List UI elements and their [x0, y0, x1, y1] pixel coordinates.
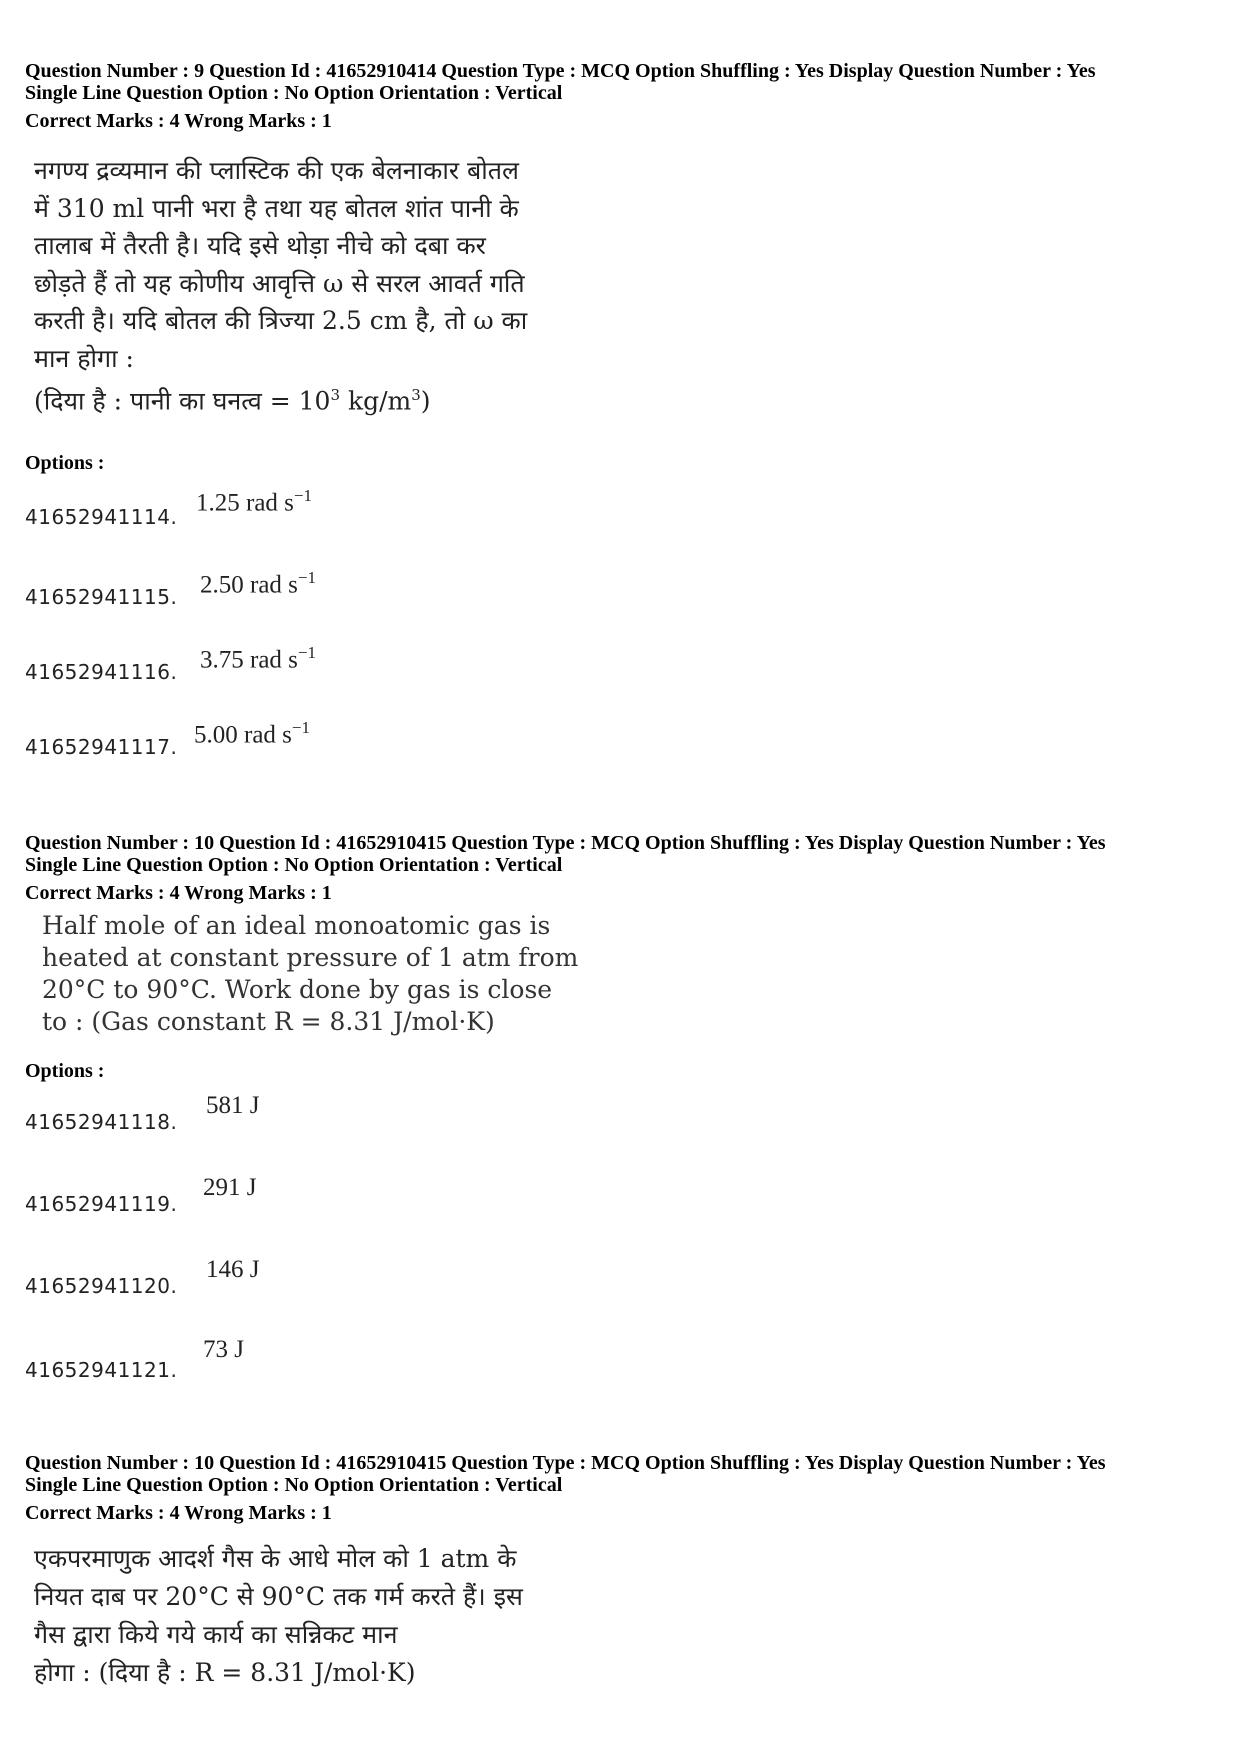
- option-value-text: 5.00 rad s: [194, 721, 292, 749]
- question-10-body-line: 20°C to 90°C. Work done by gas is close: [42, 975, 553, 1004]
- question-9-header-line1: Question Number : 9 Question Id : 41652910414 Question Type : MCQ Option Shuffling : Yes Display Question Number : Yes: [25, 60, 1096, 82]
- option-id: 41652941115.: [25, 585, 178, 609]
- given-suffix: ): [420, 386, 431, 416]
- question-9-body-line: नगण्य द्रव्यमान की प्लास्टिक की एक बेलनाकार बोतल: [34, 156, 519, 185]
- question-9-options-label: Options :: [25, 452, 105, 474]
- question-10-hindi-body-line: होगा : (दिया है : R = 8.31 J/mol·K): [34, 1658, 416, 1687]
- question-9-body-line: छोड़ते हैं तो यह कोणीय आवृत्ति ω से सरल आवर्त गति: [34, 268, 525, 298]
- question-9-body-line: तालाब में तैरती है। यदि इसे थोड़ा नीचे को दबा कर: [34, 231, 486, 260]
- option-id: 41652941120.: [25, 1274, 178, 1298]
- question-10-marks: Correct Marks : 4 Wrong Marks : 1: [25, 882, 332, 904]
- option-value: [196, 486, 312, 517]
- given-exponent: 3: [330, 386, 340, 404]
- given-mid: kg/m: [340, 386, 412, 416]
- question-10-hindi-marks: Correct Marks : 4 Wrong Marks : 1: [25, 1502, 332, 1524]
- option-value-exponent: −1: [291, 718, 310, 737]
- question-10-options-label: Options :: [25, 1060, 105, 1082]
- question-10-hindi-body-line: एकपरमाणुक आदर्श गैस के आधे मोल को 1 atm के: [34, 1544, 517, 1573]
- option-id: 41652941116.: [25, 660, 178, 684]
- question-9-marks: Correct Marks : 4 Wrong Marks : 1: [25, 110, 332, 132]
- option-id: 41652941114.: [25, 505, 178, 529]
- option-value: [200, 568, 316, 599]
- question-10-hindi-header-line1: Question Number : 10 Question Id : 41652910415 Question Type : MCQ Option Shuffling : Yes Display Question Number : Yes: [25, 1452, 1106, 1474]
- question-10-body-line: Half mole of an ideal monoatomic gas is: [42, 911, 551, 940]
- option-value-text: 2.50 rad s: [200, 571, 298, 599]
- given-prefix: (दिया है : पानी का घनत्व = 10: [34, 386, 331, 416]
- option-value: 291 J: [203, 1174, 257, 1201]
- option-value: 581 J: [206, 1092, 260, 1119]
- question-10-hindi-body-line: गैस द्वारा किये गये कार्य का सन्निकट मान: [34, 1620, 398, 1649]
- question-10-hindi-header-line2: Single Line Question Option : No Option Orientation : Vertical: [25, 1474, 563, 1496]
- option-id: 41652941117.: [25, 735, 178, 759]
- question-10-hindi-body-line: नियत दाब पर 20°C से 90°C तक गर्म करते हैं। इस: [34, 1582, 523, 1611]
- question-9-header-line2: Single Line Question Option : No Option Orientation : Vertical: [25, 82, 563, 104]
- option-value: 146 J: [206, 1256, 260, 1283]
- question-10-header-line1: Question Number : 10 Question Id : 41652910415 Question Type : MCQ Option Shuffling : Yes Display Question Number : Yes: [25, 832, 1106, 854]
- option-value-text: 1.25 rad s: [196, 489, 294, 517]
- given-exponent-2: 3: [411, 386, 421, 404]
- question-9-given-line: [34, 377, 527, 420]
- option-value: [200, 643, 316, 674]
- question-10-body: [42, 910, 578, 1038]
- option-value: 73 J: [203, 1336, 244, 1363]
- option-id: 41652941118.: [25, 1110, 178, 1134]
- option-value-exponent: −1: [297, 643, 316, 662]
- question-10-header-line2: Single Line Question Option : No Option Orientation : Vertical: [25, 854, 563, 876]
- option-value: [194, 718, 310, 749]
- question-9-body: [34, 152, 527, 420]
- question-10-hindi-body: [34, 1540, 523, 1692]
- option-value-text: 3.75 rad s: [200, 646, 298, 674]
- option-id: 41652941121.: [25, 1358, 178, 1382]
- option-value-exponent: −1: [297, 568, 316, 587]
- question-9-body-line: करती है। यदि बोतल की त्रिज्या 2.5 cm है, तो ω का: [34, 306, 528, 335]
- option-value-exponent: −1: [293, 486, 312, 505]
- question-10-body-line: to : (Gas constant R = 8.31 J/mol·K): [42, 1007, 495, 1036]
- question-9-body-line: मान होगा :: [34, 343, 134, 373]
- question-10-body-line: heated at constant pressure of 1 atm from: [42, 943, 579, 972]
- option-id: 41652941119.: [25, 1192, 178, 1216]
- question-9-body-line: में 310 ml पानी भरा है तथा यह बोतल शांत पानी के: [34, 193, 519, 223]
